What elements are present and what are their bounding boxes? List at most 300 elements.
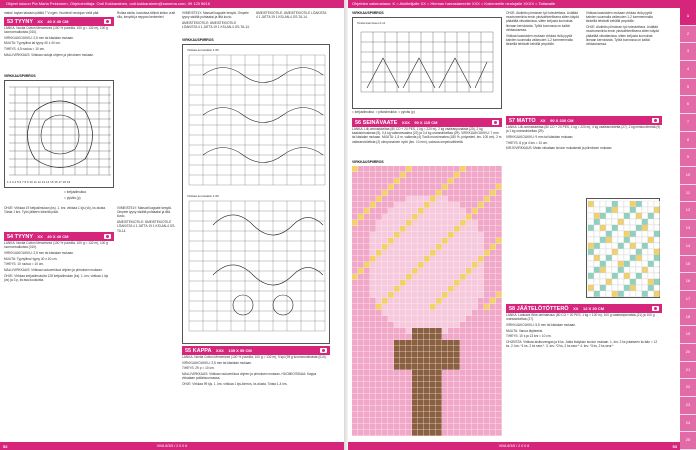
grid-cell	[364, 358, 370, 364]
grid-cell	[448, 214, 454, 220]
grid-cell	[460, 298, 466, 304]
grid-cell	[448, 292, 454, 298]
grid-cell	[478, 358, 484, 364]
grid-cell	[394, 208, 400, 214]
grid-cell	[466, 286, 472, 292]
grid-cell	[400, 328, 406, 334]
grid-cell	[370, 214, 376, 220]
grid-cell-57	[612, 249, 618, 255]
side-tab-25[interactable]: 25	[680, 432, 696, 449]
grid-cell	[472, 172, 478, 178]
side-tab-21[interactable]: 21	[680, 362, 696, 379]
grid-cell	[478, 304, 484, 310]
grid-cell	[448, 406, 454, 412]
grid-cell	[406, 172, 412, 178]
p53-tiheys: TIHEYS: 4,5 ruutua = 10 cm.	[4, 47, 45, 52]
grid-cell	[460, 364, 466, 370]
grid-cell-57	[636, 207, 642, 213]
grid-cell	[376, 220, 382, 226]
grid-cell-57	[636, 267, 642, 273]
grid-cell	[442, 346, 448, 352]
grid-cell	[430, 178, 436, 184]
grid-cell	[376, 166, 382, 172]
grid-cell	[496, 298, 502, 304]
grid-cell	[388, 370, 394, 376]
grid-cell	[436, 376, 442, 382]
grid-cell	[466, 250, 472, 256]
grid-cell	[436, 370, 442, 376]
grid-cell	[370, 430, 376, 436]
grid-cell	[364, 346, 370, 352]
side-tab-11[interactable]: 11	[680, 185, 696, 202]
grid-cell	[448, 232, 454, 238]
grid-cell-57	[624, 237, 630, 243]
grid-cell	[478, 376, 484, 382]
grid-cell	[490, 400, 496, 406]
grid-cell	[460, 376, 466, 382]
grid-cell	[412, 370, 418, 376]
grid-cell	[472, 274, 478, 280]
grid-cell	[436, 184, 442, 190]
grid-cell	[394, 292, 400, 298]
grid-cell	[424, 346, 430, 352]
grid-cell-57	[600, 267, 606, 273]
grid-cell	[364, 400, 370, 406]
side-tab-7[interactable]: 7	[680, 114, 696, 131]
grid-cell	[448, 172, 454, 178]
p54-header	[4, 232, 114, 241]
grid-cell	[478, 418, 484, 424]
side-tab-14[interactable]: 14	[680, 238, 696, 255]
side-tab-20[interactable]: 20	[680, 344, 696, 361]
grid-cell-57	[600, 225, 606, 231]
grid-cell	[436, 256, 442, 262]
grid-cell	[472, 310, 478, 316]
grid-cell	[370, 400, 376, 406]
grid-cell	[406, 394, 412, 400]
grid-cell	[430, 202, 436, 208]
grid-cell-57	[654, 219, 660, 225]
chart-right-sub: Toista kierrokset 2-11	[357, 21, 386, 25]
grid-cell	[454, 310, 460, 316]
grid-cell	[370, 394, 376, 400]
grid-cell	[364, 376, 370, 382]
grid-cell	[460, 208, 466, 214]
grid-cell	[400, 418, 406, 424]
grid-cell	[388, 358, 394, 364]
p55-header	[182, 346, 330, 355]
footer-left-text: ViVA 6/3/5 / 2 0 0 6	[156, 444, 188, 448]
grid-cell	[472, 334, 478, 340]
grid-cell-57	[624, 213, 630, 219]
grid-cell	[424, 178, 430, 184]
grid-cell-57	[618, 249, 624, 255]
grid-cell	[430, 226, 436, 232]
grid-cell	[382, 262, 388, 268]
grid-cell	[442, 418, 448, 424]
legend-56	[352, 110, 502, 116]
grid-cell-57	[630, 225, 636, 231]
grid-cell-57	[606, 225, 612, 231]
grid-cell	[406, 268, 412, 274]
grid-cell	[448, 358, 454, 364]
grid-cell	[436, 202, 442, 208]
grid-cell	[424, 214, 430, 220]
grid-cell-57	[624, 255, 630, 261]
grid-cell	[490, 310, 496, 316]
grid-cell	[490, 430, 496, 436]
grid-cell	[490, 244, 496, 250]
grid-cell-57	[588, 261, 594, 267]
grid-cell	[376, 244, 382, 250]
grid-cell	[412, 268, 418, 274]
grid-cell	[478, 226, 484, 232]
grid-cell	[364, 340, 370, 346]
grid-cell	[406, 208, 412, 214]
grid-cell	[472, 262, 478, 268]
grid-cell	[352, 250, 358, 256]
side-tab-13[interactable]: 13	[680, 220, 696, 237]
grid-cell-57	[630, 279, 636, 285]
grid-cell	[388, 220, 394, 226]
grid-cell	[472, 298, 478, 304]
grid-cell	[472, 412, 478, 418]
grid-cell-57	[594, 285, 600, 291]
grid-cell	[430, 232, 436, 238]
grid-cell	[448, 244, 454, 250]
grid-cell	[418, 322, 424, 328]
grid-cell	[490, 352, 496, 358]
grid-cell	[430, 268, 436, 274]
grid-cell	[496, 256, 502, 262]
grid-cell	[382, 238, 388, 244]
grid-cell	[430, 424, 436, 430]
grid-cell	[352, 298, 358, 304]
grid-cell	[364, 286, 370, 292]
grid-cell-57	[594, 255, 600, 261]
grid-cell-57	[612, 207, 618, 213]
grid-cell	[358, 298, 364, 304]
grid-cell-57	[588, 273, 594, 279]
grid-cell	[430, 292, 436, 298]
grid-cell	[466, 202, 472, 208]
side-tab-6[interactable]: 6	[680, 96, 696, 113]
grid-cell	[352, 388, 358, 394]
grid-cell-57	[612, 261, 618, 267]
grid-cell	[478, 178, 484, 184]
grid-cell	[370, 262, 376, 268]
side-tab-22[interactable]: 22	[680, 379, 696, 396]
intro-text2: Rullaa aloita, kuvioissa lähinä kellun vrait rilla, kevyitä ja neppan kerkenteri.	[117, 11, 175, 20]
grid-cell	[490, 256, 496, 262]
grid-cell-57	[624, 285, 630, 291]
chart-mid-sub2: Virkkaa korostakisi 1-56	[187, 194, 219, 198]
grid-cell	[388, 244, 394, 250]
grid-cell	[466, 298, 472, 304]
grid-cell	[490, 220, 496, 226]
grid-cell-57	[624, 267, 630, 273]
grid-cell	[448, 388, 454, 394]
grid-cell	[436, 190, 442, 196]
grid-cell	[388, 226, 394, 232]
grid-cell	[448, 280, 454, 286]
grid-cell	[466, 178, 472, 184]
grid-cell-57	[642, 213, 648, 219]
grid-cell	[424, 334, 430, 340]
grid-cell	[424, 364, 430, 370]
grid-cell	[376, 328, 382, 334]
grid-cell	[394, 412, 400, 418]
grid-cell	[352, 238, 358, 244]
side-tab-8[interactable]: 8	[680, 132, 696, 149]
grid-cell	[478, 424, 484, 430]
grid-cell	[376, 370, 382, 376]
grid-cell	[400, 400, 406, 406]
grid-cell	[412, 184, 418, 190]
grid-cell	[388, 256, 394, 262]
grid-cell	[430, 340, 436, 346]
grid-cell	[376, 352, 382, 358]
grid-cell	[364, 232, 370, 238]
grid-cell-57	[618, 225, 624, 231]
grid-cell-57	[618, 273, 624, 279]
grid-cell	[484, 298, 490, 304]
grid-cell	[370, 364, 376, 370]
side-tab-9[interactable]: 9	[680, 149, 696, 166]
page-number-right: 53	[672, 444, 677, 449]
grid-cell	[472, 250, 478, 256]
grid-cell	[460, 280, 466, 286]
grid-cell	[382, 406, 388, 412]
side-tab-2[interactable]: 2	[680, 26, 696, 43]
grid-cell	[370, 310, 376, 316]
grid-cell	[472, 400, 478, 406]
grid-cell-57	[642, 261, 648, 267]
grid-cell	[376, 280, 382, 286]
side-tab-12[interactable]: 12	[680, 202, 696, 219]
grid-cell	[442, 250, 448, 256]
grid-cell	[358, 166, 364, 172]
grid-cell	[490, 340, 496, 346]
grid-cell	[382, 172, 388, 178]
side-tab-23[interactable]: 23	[680, 397, 696, 414]
grid-cell	[496, 238, 502, 244]
grid-cell	[388, 292, 394, 298]
grid-cell	[496, 184, 502, 190]
grid-cell	[358, 364, 364, 370]
grid-cell-57	[654, 237, 660, 243]
grid-cell	[466, 292, 472, 298]
grid-cell	[364, 226, 370, 232]
grid-cell	[484, 382, 490, 388]
legend-53	[64, 190, 114, 204]
side-tab-3[interactable]: 3	[680, 43, 696, 60]
grid-cell-57	[648, 231, 654, 237]
grid-cell	[460, 346, 466, 352]
grid-cell	[382, 286, 388, 292]
grid-cell	[472, 238, 478, 244]
grid-cell	[418, 406, 424, 412]
grid-cell	[382, 298, 388, 304]
grid-cell	[466, 340, 472, 346]
grid-cell	[424, 286, 430, 292]
grid-cell	[412, 244, 418, 250]
grid-cell	[394, 298, 400, 304]
grid-cell-57	[630, 243, 636, 249]
grid-cell	[496, 274, 502, 280]
grid-cell	[484, 280, 490, 286]
grid-cell	[418, 238, 424, 244]
grid-cell	[358, 178, 364, 184]
side-tab-15[interactable]: 15	[680, 256, 696, 273]
grid-cell	[478, 346, 484, 352]
grid-cell	[442, 370, 448, 376]
chart-mid-label: VIRKKAUSPIIRROS	[182, 38, 214, 42]
grid-cell-57	[648, 243, 654, 249]
grid-cell	[418, 172, 424, 178]
grid-cell	[454, 286, 460, 292]
grid-cell	[412, 298, 418, 304]
side-tab-17[interactable]: 17	[680, 291, 696, 308]
grid-cell	[436, 268, 442, 274]
legend-c: = pylväs (p)	[398, 110, 415, 114]
grid-cell	[478, 328, 484, 334]
grid-cell	[412, 304, 418, 310]
grid-cell-57	[618, 255, 624, 261]
grid-cell	[436, 208, 442, 214]
p57-header	[506, 116, 662, 125]
grid-cell-57	[630, 231, 636, 237]
grid-cell	[496, 310, 502, 316]
grid-cell	[436, 418, 442, 424]
grid-cell	[436, 424, 442, 430]
grid-cell-57	[594, 273, 600, 279]
grid-cell	[358, 322, 364, 328]
grid-cell	[352, 214, 358, 220]
grid-cell-57	[606, 273, 612, 279]
color-grid-chart	[352, 166, 502, 440]
grid-cell	[466, 232, 472, 238]
grid-cell-57	[600, 213, 606, 219]
side-tab-5[interactable]: 5	[680, 79, 696, 96]
grid-cell	[448, 340, 454, 346]
p54-puikot: VIRKKUUKOUKKU: 2,5 mm tai käsialan mukaan.	[4, 250, 74, 255]
grid-cell	[424, 220, 430, 226]
grid-cell	[406, 250, 412, 256]
side-tab-1[interactable]: 1	[680, 8, 696, 25]
grid-cell	[358, 214, 364, 220]
grid-cell	[424, 226, 430, 232]
grid-cell	[382, 412, 388, 418]
grid-cell	[406, 352, 412, 358]
right-text1: OHJE: Aloitettu piirroksen työ toteutettava. Lisättää mustrommiinia ensin yksivaihteellisena sitten käydä pääaltää virkattavissa, sitten ketjusta kunnoista lineaan kerroksista. Työtä kunnossa on kaikki virkkauksessa.	[506, 11, 579, 32]
grid-cell	[388, 214, 394, 220]
grid-cell	[370, 292, 376, 298]
legend-b: = piilosilmukka	[375, 110, 397, 114]
grid-cell	[352, 406, 358, 412]
grid-cell	[454, 274, 460, 280]
grid-cell	[436, 388, 442, 394]
grid-cell	[370, 220, 376, 226]
grid-cell-57	[600, 261, 606, 267]
grid-cell-57	[606, 279, 612, 285]
grid-cell	[454, 208, 460, 214]
grid-cell-57	[648, 291, 654, 297]
grid-cell	[430, 382, 436, 388]
side-tab-10[interactable]: 10	[680, 167, 696, 184]
grid-cell-57	[648, 279, 654, 285]
grid-cell	[424, 370, 430, 376]
grid-cell	[496, 172, 502, 178]
grid-cell	[454, 358, 460, 364]
grid-cell	[460, 304, 466, 310]
grid-cell	[448, 196, 454, 202]
grid-cell	[478, 220, 484, 226]
grid-cell	[352, 304, 358, 310]
grid-cell-57	[642, 279, 648, 285]
grid-cell	[418, 250, 424, 256]
grid-cell	[358, 424, 364, 430]
grid-cell-57	[606, 237, 612, 243]
grid-cell	[394, 172, 400, 178]
side-tab-19[interactable]: 19	[680, 326, 696, 343]
grid-cell	[472, 394, 478, 400]
grid-cell	[442, 358, 448, 364]
grid-cell	[424, 382, 430, 388]
grid-cell	[400, 352, 406, 358]
side-tab-24[interactable]: 24	[680, 415, 696, 432]
grid-cell	[484, 334, 490, 340]
p58-ohje: OHJEISTA: Virkkaa aloitusrengas ja 6 ks. Jatka lisäyksin kuvion mukaan. 1. krs: 2 ks jokaiseen ks:ään = 12 ks. 2. krs: *1 ks, 2 ks seur.*. 3. krs: *2 ks, 2 ks seur.* 4. krs: *3 ks, 2 ks seur.*	[506, 340, 658, 349]
side-tab-4[interactable]: 4	[680, 61, 696, 78]
grid-cell	[430, 298, 436, 304]
grid-cell	[490, 202, 496, 208]
grid-cell	[400, 334, 406, 340]
grid-cell	[448, 166, 454, 172]
grid-cell	[436, 238, 442, 244]
grid-cell	[406, 202, 412, 208]
grid-cell	[364, 262, 370, 268]
grid-cell	[382, 400, 388, 406]
grid-cell-57	[630, 255, 636, 261]
grid-cell	[490, 388, 496, 394]
grid-cell	[436, 334, 442, 340]
grid-cell	[454, 328, 460, 334]
grid-cell	[442, 292, 448, 298]
grid-cell	[394, 178, 400, 184]
grid-cell	[394, 382, 400, 388]
grid-cell	[364, 394, 370, 400]
side-tab-18[interactable]: 18	[680, 309, 696, 326]
grid-cell	[418, 292, 424, 298]
grid-cell	[400, 412, 406, 418]
grid-cell	[358, 226, 364, 232]
grid-cell-57	[600, 231, 606, 237]
grid-cell	[490, 232, 496, 238]
grid-cell	[358, 190, 364, 196]
grid-cell	[370, 424, 376, 430]
grid-cell	[442, 388, 448, 394]
p55-malli: MALLIVIRKKAUS: Virkkaa ruutuverkkoa ohjeen ja piirroksen mukaan. HUOMIOITAVAA: Kappa virkataan poikkisuunnassa.	[182, 372, 317, 381]
grid-cell	[388, 208, 394, 214]
grid-cell-57	[654, 279, 660, 285]
side-tab-16[interactable]: 16	[680, 273, 696, 290]
grid-cell	[496, 286, 502, 292]
p53-puikot: VIRKKUUKOUKKU: 2,5 mm tai käsialan mukaan.	[4, 35, 74, 40]
grid-cell	[418, 382, 424, 388]
grid-cell	[382, 178, 388, 184]
p54-title: 54 TYYNY	[7, 234, 33, 240]
